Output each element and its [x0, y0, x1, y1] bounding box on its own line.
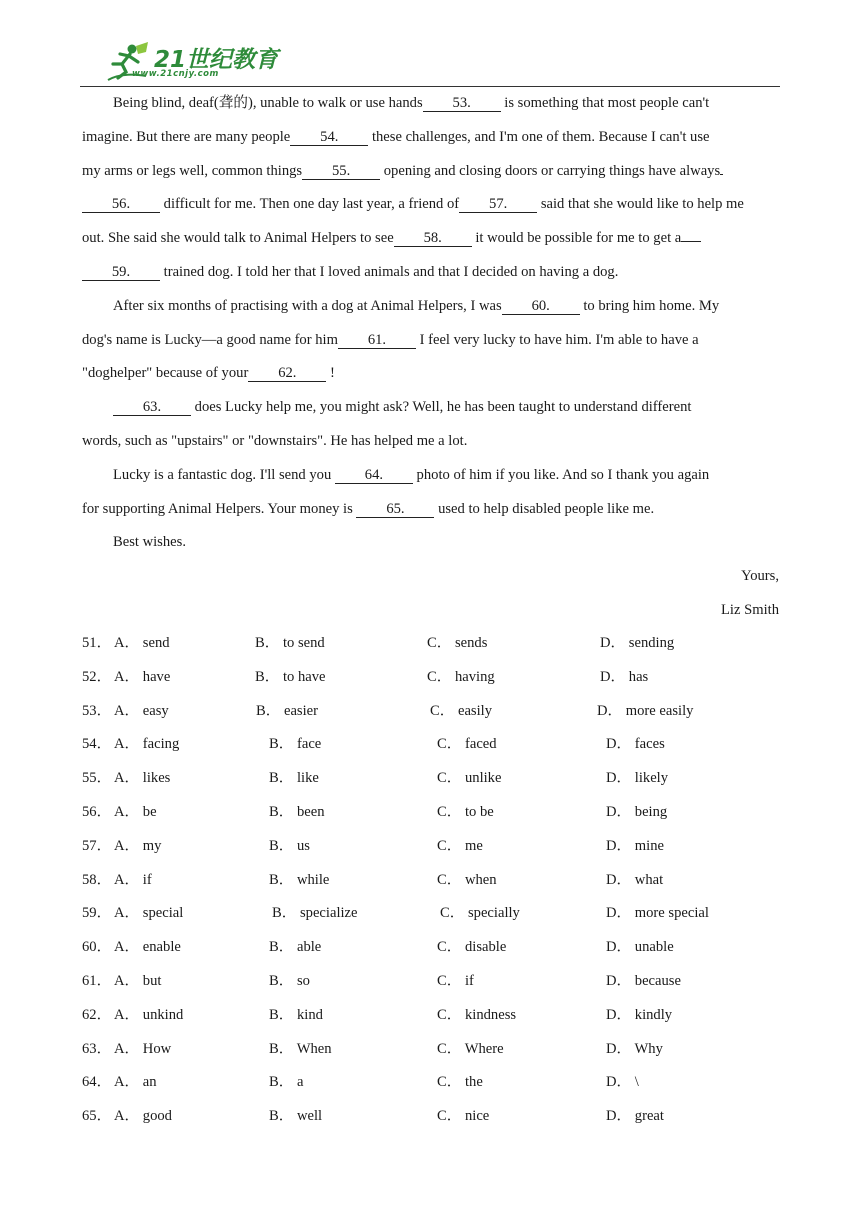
question-option-row: [82, 1033, 779, 1067]
passage-text: for supporting Animal Helpers. Your money is: [82, 500, 357, 517]
passage-text: !: [326, 365, 335, 382]
question-number: 63．: [82, 1040, 112, 1057]
signature-name: Liz Smith: [721, 601, 779, 618]
option-a[interactable]: A． likes: [114, 770, 171, 787]
passage-text: I feel very lucky to have him. I'm able to have a: [415, 331, 699, 348]
answer-blank: 64.: [335, 467, 413, 484]
option-d[interactable]: D． unable: [606, 939, 674, 956]
passage-text: does Lucky help me, you might ask? Well, he has been taught to understand different: [191, 399, 692, 416]
option-c[interactable]: C． specially: [440, 905, 520, 922]
passage-text: "doghelper" because of your: [82, 365, 249, 382]
option-b[interactable]: B． a: [269, 1074, 304, 1091]
option-a[interactable]: A． have: [114, 668, 171, 685]
option-b[interactable]: B． been: [269, 803, 325, 820]
option-c[interactable]: C． Where: [437, 1040, 504, 1057]
option-a[interactable]: A． send: [114, 635, 170, 651]
passage-text: difficult for me. Then one day last year, a friend of: [160, 196, 460, 213]
option-d[interactable]: D． Why: [606, 1040, 663, 1057]
passage: [82, 87, 779, 628]
passage-text: my arms or legs well, common things: [82, 162, 303, 179]
passage-text: is something that most people can't: [500, 95, 710, 111]
option-a[interactable]: A． good: [114, 1108, 172, 1125]
answer-blank: 54.: [290, 129, 368, 146]
question-number: 57．: [82, 837, 112, 854]
page-header: [80, 40, 780, 87]
option-a[interactable]: A． facing: [114, 736, 180, 753]
passage-line: [82, 121, 779, 155]
option-b[interactable]: B． so: [269, 972, 310, 989]
option-c[interactable]: C． to be: [437, 803, 494, 820]
option-d[interactable]: D． being: [606, 803, 668, 820]
passage-text: After six months of practising with a dog at Animal Helpers, I was: [113, 297, 502, 314]
answer-blank: 60.: [502, 298, 580, 315]
option-c[interactable]: C． when: [437, 871, 497, 888]
passage-line: [82, 425, 779, 459]
passage-line: [82, 560, 779, 594]
option-b[interactable]: B． to send: [255, 635, 325, 651]
option-d[interactable]: D． faces: [606, 736, 665, 753]
passage-line: [82, 391, 779, 425]
question-option-row: [82, 695, 779, 729]
option-c[interactable]: C． if: [437, 972, 474, 989]
answer-blank: 63.: [113, 399, 191, 416]
question-option-row: [82, 897, 779, 931]
answer-blank: 53.: [423, 95, 501, 112]
option-c[interactable]: C． disable: [437, 939, 507, 956]
passage-line: [82, 493, 779, 527]
passage-line: [82, 188, 779, 222]
question-number: 54．: [82, 736, 112, 753]
question-number: 64．: [82, 1074, 112, 1091]
option-b[interactable]: B． like: [269, 770, 319, 787]
option-a[interactable]: A． if: [114, 871, 152, 888]
passage-line: [82, 256, 779, 290]
passage-line: [82, 290, 779, 324]
question-number: 61．: [82, 972, 112, 989]
question-option-row: [82, 999, 779, 1033]
option-a[interactable]: A． my: [114, 837, 162, 854]
passage-text: said that she would like to help me: [537, 196, 744, 213]
question-number: 58．: [82, 871, 112, 888]
option-c[interactable]: C． sends: [427, 635, 488, 651]
passage-text: these challenges, and I'm one of them. Because I can't use: [368, 128, 710, 145]
answer-blank: 59.: [82, 264, 160, 281]
question-option-row: [82, 830, 779, 864]
passage-text: dog's name is Lucky—a good name for him: [82, 331, 338, 348]
option-d[interactable]: D． has: [600, 668, 649, 685]
option-b[interactable]: B． specialize: [272, 905, 358, 922]
passage-line: [82, 526, 779, 560]
option-a[interactable]: A． enable: [114, 939, 181, 956]
passage-line: [82, 459, 779, 493]
question-option-row: [82, 1100, 779, 1134]
passage-text: Being blind, deaf(聋的), unable to walk or use hands: [113, 95, 423, 111]
question-option-row: [82, 864, 779, 898]
option-d[interactable]: D． more special: [606, 905, 709, 922]
answer-blank: 62.: [248, 365, 326, 382]
passage-line: [82, 155, 779, 189]
option-d[interactable]: D． sending: [600, 635, 675, 651]
option-a[interactable]: A． unkind: [114, 1006, 184, 1023]
option-b[interactable]: B． to have: [255, 668, 326, 685]
answer-options: [82, 627, 779, 1134]
option-b[interactable]: B． face: [269, 736, 322, 753]
logo-text: 21世纪教育: [154, 47, 279, 73]
sign-off: Yours,: [741, 568, 779, 585]
option-c[interactable]: C． unlike: [437, 770, 502, 787]
option-a[interactable]: A． special: [114, 905, 184, 922]
answer-blank-stub: [681, 241, 701, 242]
question-number: 59．: [82, 905, 112, 922]
option-d[interactable]: D． likely: [606, 770, 669, 787]
passage-line: [82, 594, 779, 628]
option-a[interactable]: A． an: [114, 1074, 157, 1091]
question-number: 52．: [82, 668, 112, 685]
question-option-row: [82, 728, 779, 762]
question-option-row: [82, 965, 779, 999]
question-number: 62．: [82, 1006, 112, 1023]
passage-text: trained dog. I told her that I loved animals and that I decided on having a dog.: [160, 263, 619, 280]
passage-text: it would be possible for me to get a: [471, 230, 682, 247]
answer-blank-stub: [720, 174, 723, 175]
passage-text: out. She said she would talk to Animal Helpers to see: [82, 230, 394, 247]
passage-text: imagine. But there are many people: [82, 128, 291, 145]
option-c[interactable]: C． nice: [437, 1108, 490, 1125]
option-a[interactable]: A． be: [114, 803, 157, 820]
option-b[interactable]: B． able: [269, 939, 322, 956]
option-b[interactable]: B． kind: [269, 1006, 323, 1023]
question-number: 55．: [82, 770, 112, 787]
question-option-row: [82, 931, 779, 965]
passage-line: [82, 357, 779, 391]
passage-text: to bring him home. My: [579, 297, 720, 314]
option-b[interactable]: B． well: [269, 1108, 323, 1125]
option-d[interactable]: D． because: [606, 972, 681, 989]
logo-url: www.21cnjy.com: [132, 69, 219, 79]
question-number: 65．: [82, 1108, 112, 1125]
option-d[interactable]: D． what: [606, 871, 664, 888]
question-number: 60．: [82, 939, 112, 956]
option-c[interactable]: C． having: [427, 668, 495, 685]
option-a[interactable]: A． easy: [114, 702, 169, 719]
option-a[interactable]: A． but: [114, 972, 162, 989]
question-option-row: [82, 796, 779, 830]
answer-blank: 61.: [338, 332, 416, 349]
option-b[interactable]: B． us: [269, 837, 310, 854]
question-option-row: [82, 661, 779, 695]
question-number: 56．: [82, 803, 112, 820]
option-d[interactable]: D． great: [606, 1108, 664, 1125]
question-option-row: [82, 762, 779, 796]
option-d[interactable]: D． \: [606, 1074, 639, 1091]
answer-blank: 58.: [394, 230, 472, 247]
passage-text: words, such as "upstairs" or "downstairs". He has helped me a lot.: [82, 432, 468, 449]
option-c[interactable]: C． easily: [430, 702, 493, 719]
option-c[interactable]: C． the: [437, 1074, 483, 1091]
option-d[interactable]: D． more easily: [597, 702, 694, 719]
option-d[interactable]: D． kindly: [606, 1006, 673, 1023]
passage-line: [82, 222, 779, 256]
option-b[interactable]: B． while: [269, 871, 330, 888]
passage-text: opening and closing doors or carrying things have always: [380, 162, 721, 179]
option-a[interactable]: A． How: [114, 1040, 172, 1057]
option-c[interactable]: C． kindness: [437, 1006, 517, 1023]
option-b[interactable]: B． When: [269, 1040, 332, 1057]
passage-text: photo of him if you like. And so I thank you again: [412, 466, 710, 483]
answer-blank: 65.: [356, 501, 434, 518]
passage-text: Lucky is a fantastic dog. I'll send you: [113, 466, 335, 483]
passage-line: [82, 324, 779, 358]
question-number: 51．: [82, 635, 112, 651]
answer-blank: 57.: [459, 196, 537, 213]
option-c[interactable]: C． me: [437, 837, 483, 854]
option-c[interactable]: C． faced: [437, 736, 497, 753]
answer-blank: 56.: [82, 196, 160, 213]
passage-line: [82, 87, 779, 121]
answer-blank: 55.: [302, 163, 380, 180]
passage-text: used to help disabled people like me.: [434, 500, 655, 517]
option-d[interactable]: D． mine: [606, 837, 664, 854]
closing-text: Best wishes.: [113, 534, 186, 551]
question-number: 53．: [82, 702, 112, 719]
option-b[interactable]: B． easier: [256, 702, 319, 719]
question-option-row: [82, 1066, 779, 1100]
question-option-row: [82, 627, 779, 661]
